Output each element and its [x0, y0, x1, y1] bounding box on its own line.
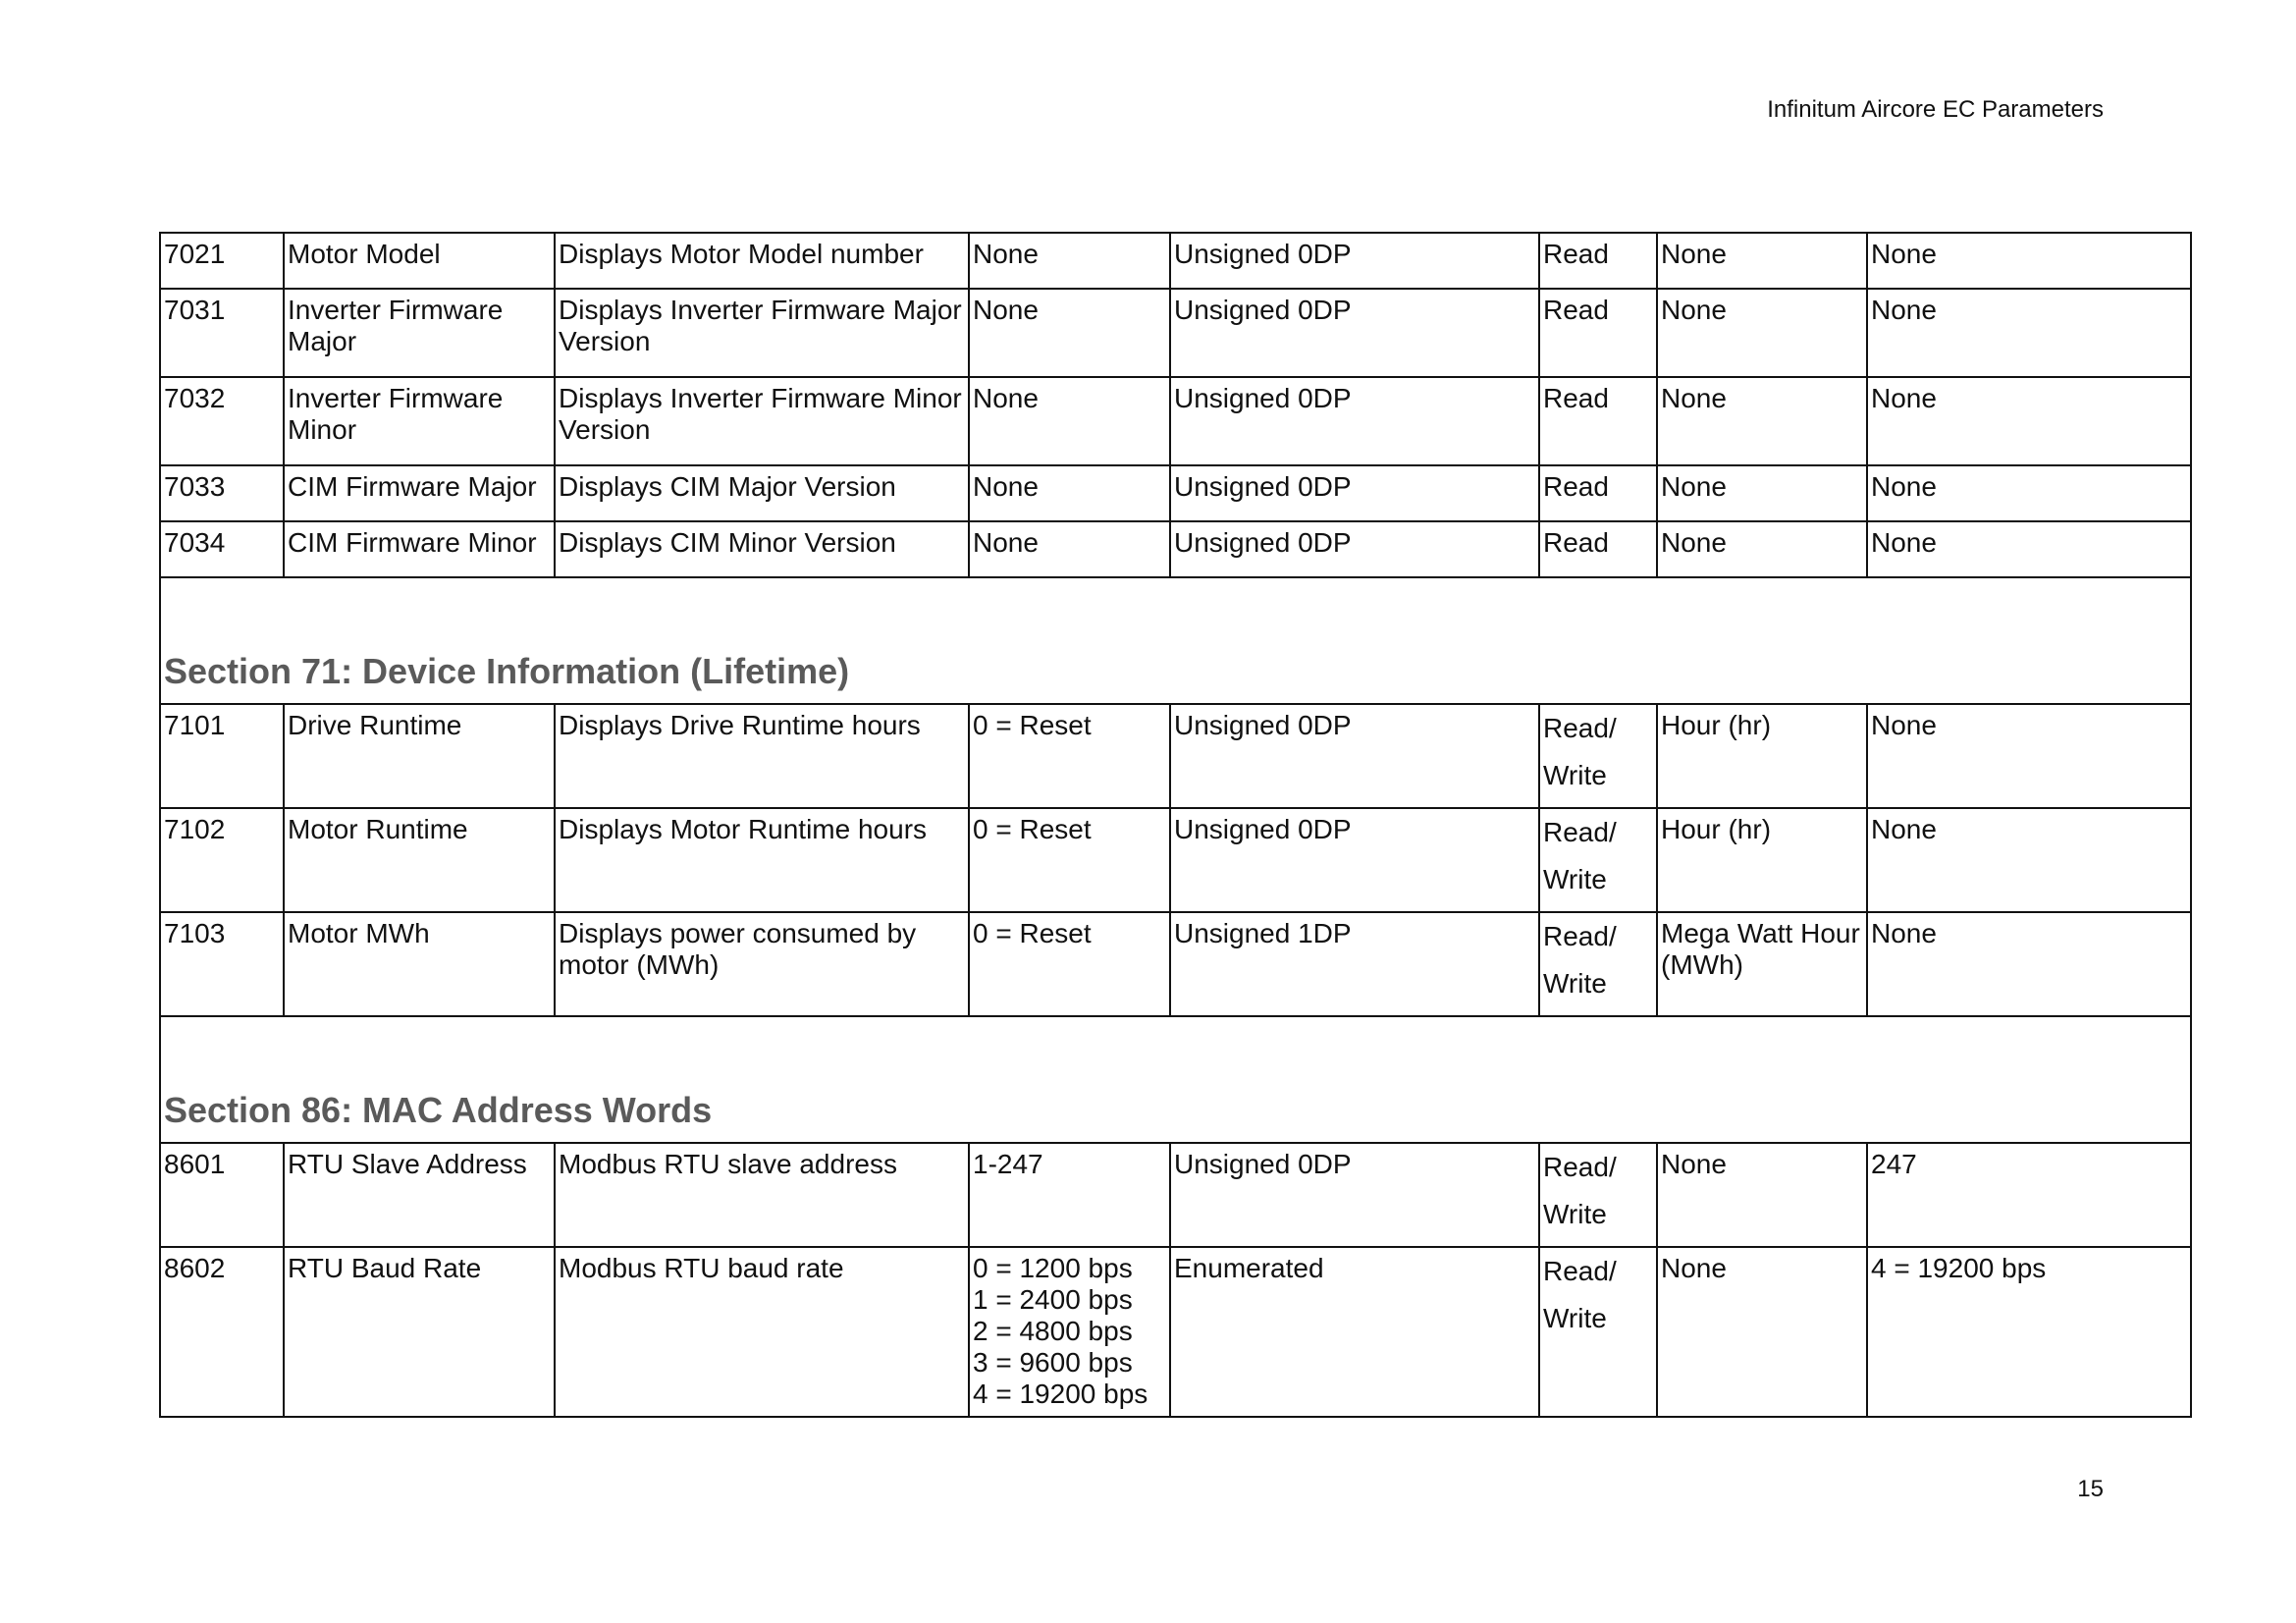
page-header-title: Infinitum Aircore EC Parameters [1767, 96, 2104, 123]
param-id-cell: 7102 [160, 808, 284, 912]
param-range-cell: None [969, 465, 1170, 521]
table-row [160, 233, 2191, 289]
param-access-cell: Read [1539, 289, 1657, 377]
param-name-cell: Inverter Firmware Minor [284, 377, 555, 465]
param-range-cell: None [969, 289, 1170, 377]
table-row [160, 465, 2191, 521]
param-units-cell: None [1657, 289, 1867, 377]
param-id-cell: 7033 [160, 465, 284, 521]
section-heading-row [160, 1016, 2191, 1143]
param-description-cell: Modbus RTU slave address [555, 1143, 969, 1247]
param-id-cell: 7034 [160, 521, 284, 577]
param-range-cell: 0 = Reset [969, 912, 1170, 1016]
param-name-cell: RTU Slave Address [284, 1143, 555, 1247]
param-description-cell: Displays Motor Runtime hours [555, 808, 969, 912]
param-description-cell: Displays CIM Major Version [555, 465, 969, 521]
parameter-table-body [160, 233, 2191, 1417]
param-units-cell: None [1657, 465, 1867, 521]
param-default-cell: None [1867, 704, 2191, 808]
param-access-cell: Read [1539, 465, 1657, 521]
param-description-cell: Displays CIM Minor Version [555, 521, 969, 577]
param-id-cell: 7032 [160, 377, 284, 465]
param-default-cell: None [1867, 521, 2191, 577]
param-range-cell: None [969, 377, 1170, 465]
param-access-cell: Read/ Write [1539, 808, 1657, 912]
param-access-cell: Read/ Write [1539, 912, 1657, 1016]
param-id-cell: 7101 [160, 704, 284, 808]
param-format-cell: Unsigned 0DP [1170, 1143, 1539, 1247]
param-access-cell: Read [1539, 377, 1657, 465]
table-row [160, 704, 2191, 808]
param-name-cell: Motor Model [284, 233, 555, 289]
param-units-cell: None [1657, 1247, 1867, 1417]
table-row [160, 1247, 2191, 1417]
param-default-cell: None [1867, 377, 2191, 465]
parameter-table [159, 232, 2192, 1418]
table-row [160, 521, 2191, 577]
param-format-cell: Unsigned 1DP [1170, 912, 1539, 1016]
section-heading: Section 71: Device Information (Lifetime) [160, 577, 2191, 704]
table-row [160, 1143, 2191, 1247]
param-id-cell: 7021 [160, 233, 284, 289]
param-name-cell: CIM Firmware Minor [284, 521, 555, 577]
param-default-cell: None [1867, 808, 2191, 912]
param-units-cell: None [1657, 377, 1867, 465]
param-format-cell: Unsigned 0DP [1170, 521, 1539, 577]
param-format-cell: Unsigned 0DP [1170, 233, 1539, 289]
param-name-cell: Drive Runtime [284, 704, 555, 808]
param-default-cell: None [1867, 465, 2191, 521]
param-description-cell: Displays Inverter Firmware Minor Version [555, 377, 969, 465]
param-access-cell: Read/ Write [1539, 704, 1657, 808]
param-default-cell: 4 = 19200 bps [1867, 1247, 2191, 1417]
table-row [160, 912, 2191, 1016]
table-row [160, 377, 2191, 465]
param-default-cell: 247 [1867, 1143, 2191, 1247]
section-heading: Section 86: MAC Address Words [160, 1016, 2191, 1143]
param-format-cell: Unsigned 0DP [1170, 377, 1539, 465]
param-description-cell: Displays power consumed by motor (MWh) [555, 912, 969, 1016]
param-format-cell: Unsigned 0DP [1170, 808, 1539, 912]
param-description-cell: Modbus RTU baud rate [555, 1247, 969, 1417]
table-row [160, 808, 2191, 912]
param-name-cell: Inverter Firmware Major [284, 289, 555, 377]
param-access-cell: Read [1539, 233, 1657, 289]
param-range-cell: 0 = 1200 bps 1 = 2400 bps 2 = 4800 bps 3 = 9600 bps 4 = 19200 bps [969, 1247, 1170, 1417]
param-range-cell: None [969, 521, 1170, 577]
param-id-cell: 7103 [160, 912, 284, 1016]
param-range-cell: 1-247 [969, 1143, 1170, 1247]
param-description-cell: Displays Motor Model number [555, 233, 969, 289]
param-range-cell: 0 = Reset [969, 808, 1170, 912]
param-format-cell: Unsigned 0DP [1170, 289, 1539, 377]
param-id-cell: 8602 [160, 1247, 284, 1417]
param-access-cell: Read [1539, 521, 1657, 577]
param-id-cell: 7031 [160, 289, 284, 377]
param-units-cell: None [1657, 1143, 1867, 1247]
section-heading-row [160, 577, 2191, 704]
param-units-cell: Mega Watt Hour (MWh) [1657, 912, 1867, 1016]
param-default-cell: None [1867, 233, 2191, 289]
param-name-cell: Motor Runtime [284, 808, 555, 912]
param-range-cell: 0 = Reset [969, 704, 1170, 808]
param-description-cell: Displays Inverter Firmware Major Version [555, 289, 969, 377]
param-range-cell: None [969, 233, 1170, 289]
param-units-cell: Hour (hr) [1657, 808, 1867, 912]
param-name-cell: CIM Firmware Major [284, 465, 555, 521]
param-name-cell: Motor MWh [284, 912, 555, 1016]
table-row [160, 289, 2191, 377]
param-format-cell: Enumerated [1170, 1247, 1539, 1417]
param-description-cell: Displays Drive Runtime hours [555, 704, 969, 808]
param-id-cell: 8601 [160, 1143, 284, 1247]
param-units-cell: None [1657, 521, 1867, 577]
param-format-cell: Unsigned 0DP [1170, 704, 1539, 808]
param-access-cell: Read/ Write [1539, 1247, 1657, 1417]
param-name-cell: RTU Baud Rate [284, 1247, 555, 1417]
param-default-cell: None [1867, 289, 2191, 377]
param-default-cell: None [1867, 912, 2191, 1016]
param-units-cell: None [1657, 233, 1867, 289]
param-units-cell: Hour (hr) [1657, 704, 1867, 808]
param-access-cell: Read/ Write [1539, 1143, 1657, 1247]
page-number: 15 [2077, 1476, 2104, 1502]
param-format-cell: Unsigned 0DP [1170, 465, 1539, 521]
